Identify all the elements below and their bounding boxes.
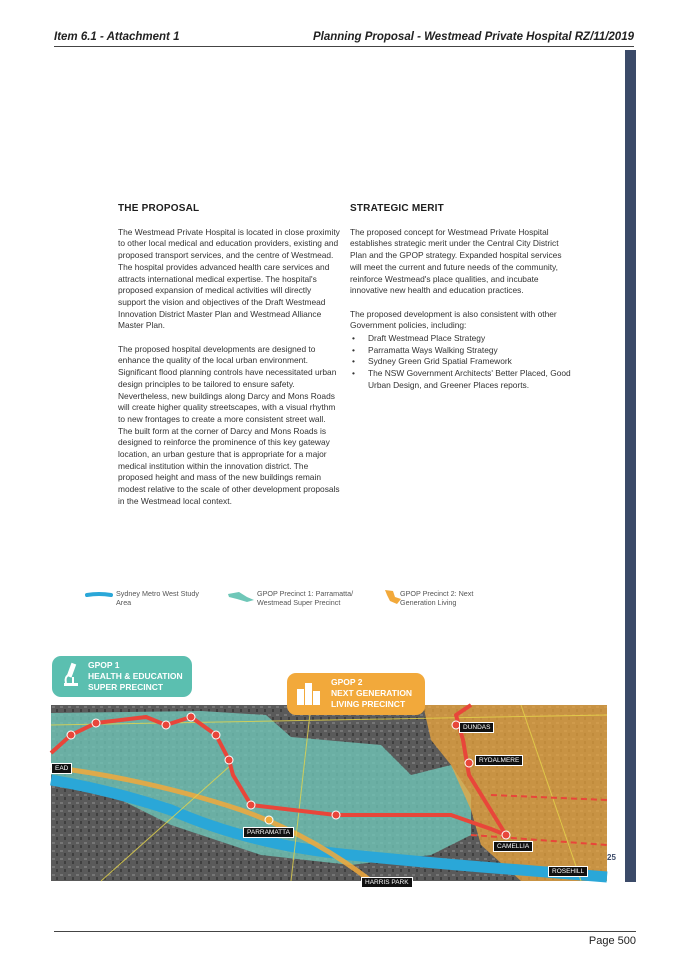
route-stop: [67, 731, 75, 739]
route-stop: [212, 731, 220, 739]
parramatta-stop: [265, 816, 273, 824]
route-stop: [187, 713, 195, 721]
gpop-precinct-map: [51, 705, 607, 886]
place-label-rosehill: ROSEHILL: [548, 866, 588, 877]
gpop1-line3: SUPER PRECINCT: [88, 682, 164, 692]
proposal-column: [118, 203, 340, 519]
place-label-westmead: EAD: [51, 763, 72, 774]
gpop2-line1: GPOP 2: [331, 677, 363, 687]
page-header: [54, 31, 634, 47]
strategic-merit-column: [350, 203, 572, 392]
legend-label: GPOP Precinct 2: Next Generation Living: [400, 589, 474, 607]
policy-item: • Parramatta Ways Walking Strategy: [350, 345, 572, 357]
policy-item: • The NSW Government Architects' Better Placed, Good Urban Design, and Greener Places reports.: [350, 368, 572, 391]
gpop1-line1: GPOP 1: [88, 660, 120, 670]
strategic-paragraph-1: The proposed concept for Westmead Private Hospital establishes strategic merit under the Central City District Plan and the GPOP strategy. Expanded hospital services will meet the current and future needs of the community, reinforce Westmead's place qualities, and incubate innovative new health and education practices.: [350, 226, 562, 296]
strategic-merit-heading: STRATEGIC MERIT: [350, 203, 444, 214]
place-label-parramatta: PARRAMATTA: [243, 827, 294, 838]
header-document-title: Planning Proposal - Westmead Private Hospital RZ/11/2019: [312, 31, 634, 43]
metro-swatch-icon: [86, 591, 112, 599]
legend-label: Sydney Metro West Study Area: [116, 589, 199, 607]
microscope-icon: [60, 661, 82, 691]
map-graphic: [51, 705, 607, 881]
place-label-dundas: DUNDAS: [459, 722, 494, 733]
route-stop: [332, 811, 340, 819]
gpop1-line2: HEALTH & EDUCATION: [88, 671, 183, 681]
gpop2-badge: [287, 673, 425, 715]
side-bar-accent: [625, 50, 636, 882]
gpop1-swatch-icon: [227, 591, 255, 603]
policy-list: [350, 333, 572, 392]
route-stop: [92, 719, 100, 727]
proposal-paragraph-2: The proposed hospital developments are designed to enhance the quality of the local urban environment. Significant flood planning controls have necessitated urban design principles to be tailored to ensure safety. Nevertheless, new buildings along Darcy and Mons Roads will create higher quality streetscapes, with a visual rhythm to new frontages to create a more consistent street wall. The built form at the corner of Darcy and Mons Roads is designed to reinforce the prominence of this key gateway location, an urban gesture that is appropriate for a major medical institution within the innovation district. The proposed height and mass of the new buildings remain modest relative to the scale of other development proposals in the Westmead local context.: [118, 343, 340, 506]
buildings-icon: [295, 679, 323, 707]
route-stop: [465, 759, 473, 767]
route-stop: [225, 756, 233, 764]
proposal-heading: THE PROPOSAL: [118, 203, 200, 214]
route-stop: [162, 721, 170, 729]
strategic-paragraph-2: The proposed development is also consistent with other Government policies, including:: [350, 308, 557, 331]
place-label-harris-park: HARRIS PARK: [361, 877, 413, 888]
footer-page-number: Page 500: [588, 935, 636, 947]
header-item-label: Item 6.1 - Attachment 1: [54, 31, 180, 43]
legend-label: GPOP Precinct 1: Parramatta/ Westmead Super Precinct: [257, 589, 354, 607]
policy-item: • Draft Westmead Place Strategy: [350, 333, 572, 345]
route-stop: [247, 801, 255, 809]
document-page-number: 25: [607, 853, 616, 862]
proposal-paragraph-1: The Westmead Private Hospital is located in close proximity to other local medical and education providers, existing and proposed transport services, and the centre of Westmead. The hospital provides advanced health care services and attracts international medical expertise. The hospital's proposed expansion of medical activities will directly support the vision and objectives of the Draft Westmead Innovation District Master Plan and Westmead Alliance Master Plan.: [118, 226, 340, 331]
gpop1-badge: [52, 656, 192, 697]
gpop2-line3: LIVING PRECINCT: [331, 699, 406, 709]
place-label-camellia: CAMELLIA: [493, 841, 533, 852]
route-stop: [502, 831, 510, 839]
place-label-rydalmere: RYDALMERE: [475, 755, 523, 766]
page-footer: [54, 931, 636, 947]
policy-item: • Sydney Green Grid Spatial Framework: [350, 356, 572, 368]
gpop2-line2: NEXT GENERATION: [331, 688, 413, 698]
